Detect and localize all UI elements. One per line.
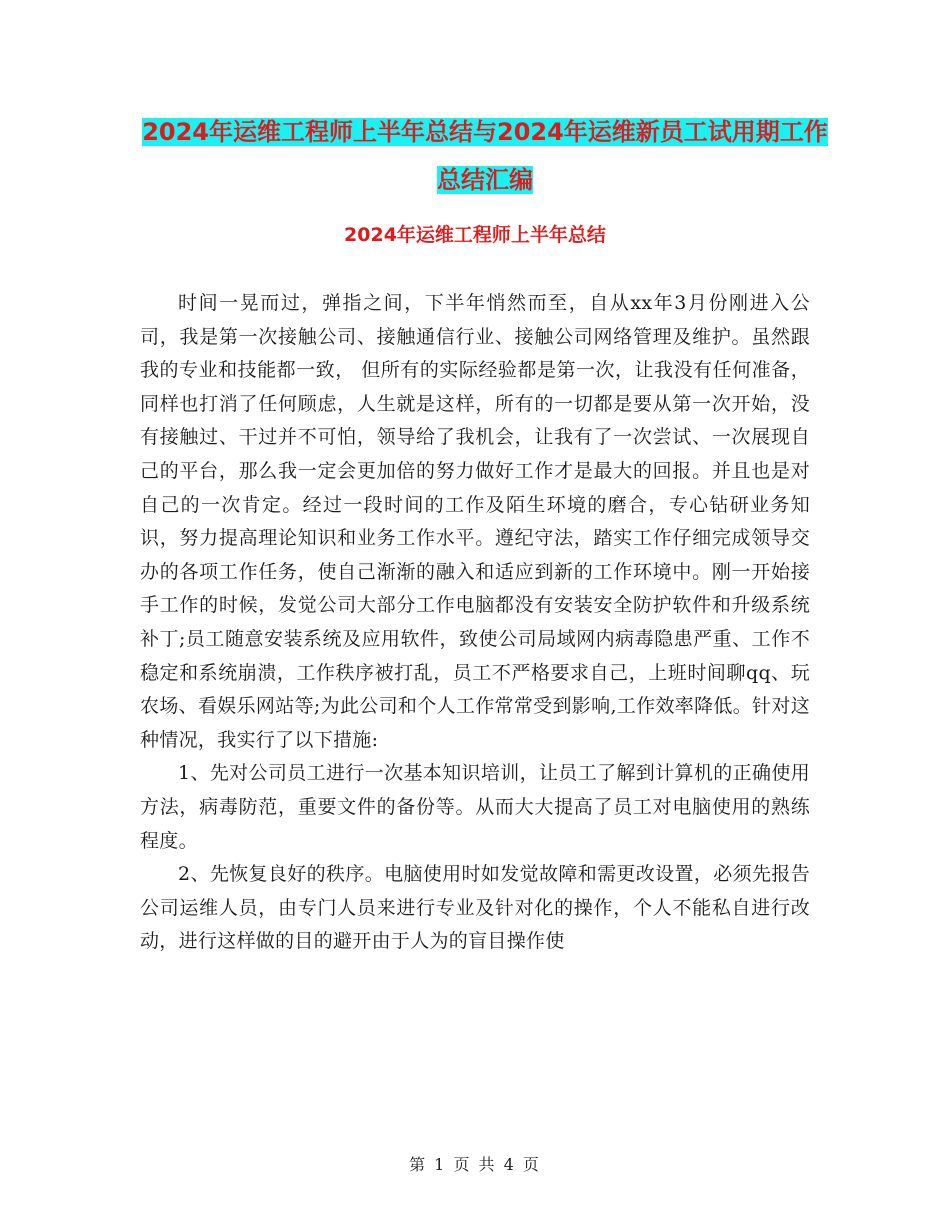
- body-paragraph-intro: 时间一晃而过，弹指之间，下半年悄然而至，自从xx年3月份刚进入公司，我是第一次接触公司、接触通信行业、接触公司网络管理及维护。虽然跟我的专业和技能都一致， 但所有的实际经验都是第一次，让我没有任何准备，同样也打消了任何顾虑，人生就是这样，所有的一切都是要从第一次开始，没有接触过、干过并不可怕，领导给了我机会，让我有了一次尝试、一次展现自己的平台，那么我一定会更加倍的努力做好工作才是最大的回报。并且也是对自己的一次肯定。经过一段时间的工作及陌生环境的磨合，专心钻研业务知识，努力提高理论知识和业务工作水平。遵纪守法，踏实工作仔细完成领导交办的各项工作任务，使自己渐渐的融入和适应到新的工作环境中。刚一开始接手工作的时候，发觉公司大部分工作电脑都没有安装安全防护软件和升级系统补丁;员工随意安装系统及应用软件，致使公司局域网内病毒隐患严重、工作不稳定和系统崩溃，工作秩序被打乱，员工不严格要求自己，上班时间聊qq、玩农场、看娱乐网站等;为此公司和个人工作常常受到影响,工作效率降低。针对这种情况，我实行了以下措施:: [140, 292, 810, 751]
- document-title: [140, 108, 830, 204]
- body-paragraph-item-2: 2、先恢复良好的秩序。电脑使用时如发觉故障和需更改设置，必须先报告公司运维人员，由专门人员来进行专业及针对化的操作，个人不能私自进行改动，进行这样做的目的避开由于人为的盲目操作使: [140, 863, 810, 953]
- document-title-text: 2024年运维工程师上半年总结与2024年运维新员工试用期工作总结汇编: [142, 118, 828, 194]
- page-footer: 第 1 页 共 4 页: [409, 1155, 541, 1174]
- document-body: [140, 287, 810, 959]
- body-paragraph-item-1: 1、先对公司员工进行一次基本知识培训，让员工了解到计算机的正确使用方法，病毒防范，重要文件的备份等。从而大大提高了员工对电脑使用的熟练程度。: [140, 762, 810, 852]
- section-heading: 2024年运维工程师上半年总结: [344, 224, 606, 246]
